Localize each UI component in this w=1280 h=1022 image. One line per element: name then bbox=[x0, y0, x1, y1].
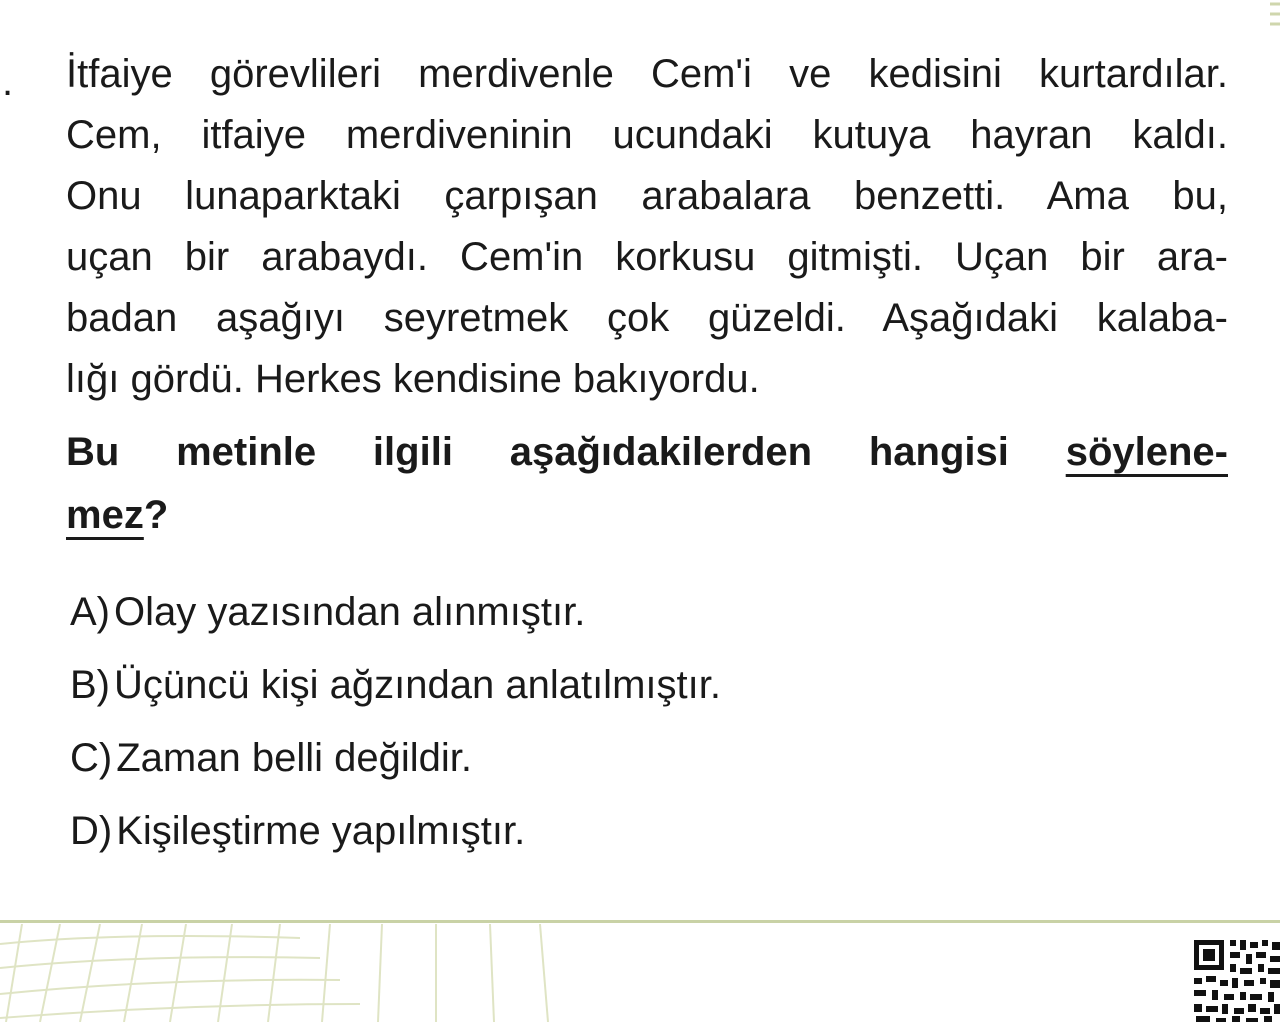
option-letter: A) bbox=[70, 590, 110, 634]
option-text: Üçüncü kişi ağzından anlatılmıştır. bbox=[114, 663, 721, 707]
question-underlined-word-part2: mez bbox=[66, 493, 144, 537]
option-a[interactable] bbox=[70, 576, 721, 649]
option-text: Olay yazısından alınmıştır. bbox=[114, 590, 586, 634]
passage-line: uçan bir arabaydı. Cem'in korkusu gitmişti. Uçan bir ara- bbox=[66, 235, 1228, 279]
option-text: Kişileştirme yapılmıştır. bbox=[116, 809, 526, 853]
option-b[interactable] bbox=[70, 649, 721, 722]
corner-stripes-icon bbox=[1264, 0, 1280, 40]
answer-options bbox=[70, 576, 721, 868]
question-stem bbox=[66, 421, 1228, 547]
passage-line: Cem, itfaiye merdiveninin ucundaki kutuya hayran kaldı. bbox=[66, 113, 1228, 157]
reading-passage bbox=[66, 44, 1228, 410]
passage-line: İtfaiye görevlileri merdivenle Cem'i ve kedisini kurtardılar. bbox=[66, 52, 1228, 96]
option-letter: B) bbox=[70, 663, 110, 707]
question-mark: ? bbox=[143, 493, 169, 537]
question-number-dot: . bbox=[2, 60, 14, 104]
option-text: Zaman belli değildir. bbox=[116, 736, 472, 780]
question-line-2 bbox=[66, 484, 1228, 547]
option-d[interactable] bbox=[70, 795, 721, 868]
footer-pattern-decoration bbox=[0, 924, 560, 1022]
question-underlined-word-part1: söylene- bbox=[1065, 430, 1228, 474]
passage-line: Onu lunaparktaki çarpışan arabalara benzetti. Ama bu, bbox=[66, 174, 1228, 218]
option-c[interactable] bbox=[70, 722, 721, 795]
option-letter: D) bbox=[70, 809, 113, 853]
footer-divider bbox=[0, 920, 1280, 923]
question-line-1 bbox=[66, 421, 1228, 484]
passage-line: badan aşağıyı seyretmek çok güzeldi. Aşağıdaki kalaba- bbox=[66, 296, 1228, 340]
question-text: Bu metinle ilgili aşağıdakilerden hangisi bbox=[66, 430, 1009, 474]
passage-line: lığı gördü. Herkes kendisine bakıyordu. bbox=[66, 357, 760, 401]
option-letter: C) bbox=[70, 736, 113, 780]
qr-code-icon bbox=[1190, 938, 1280, 1022]
